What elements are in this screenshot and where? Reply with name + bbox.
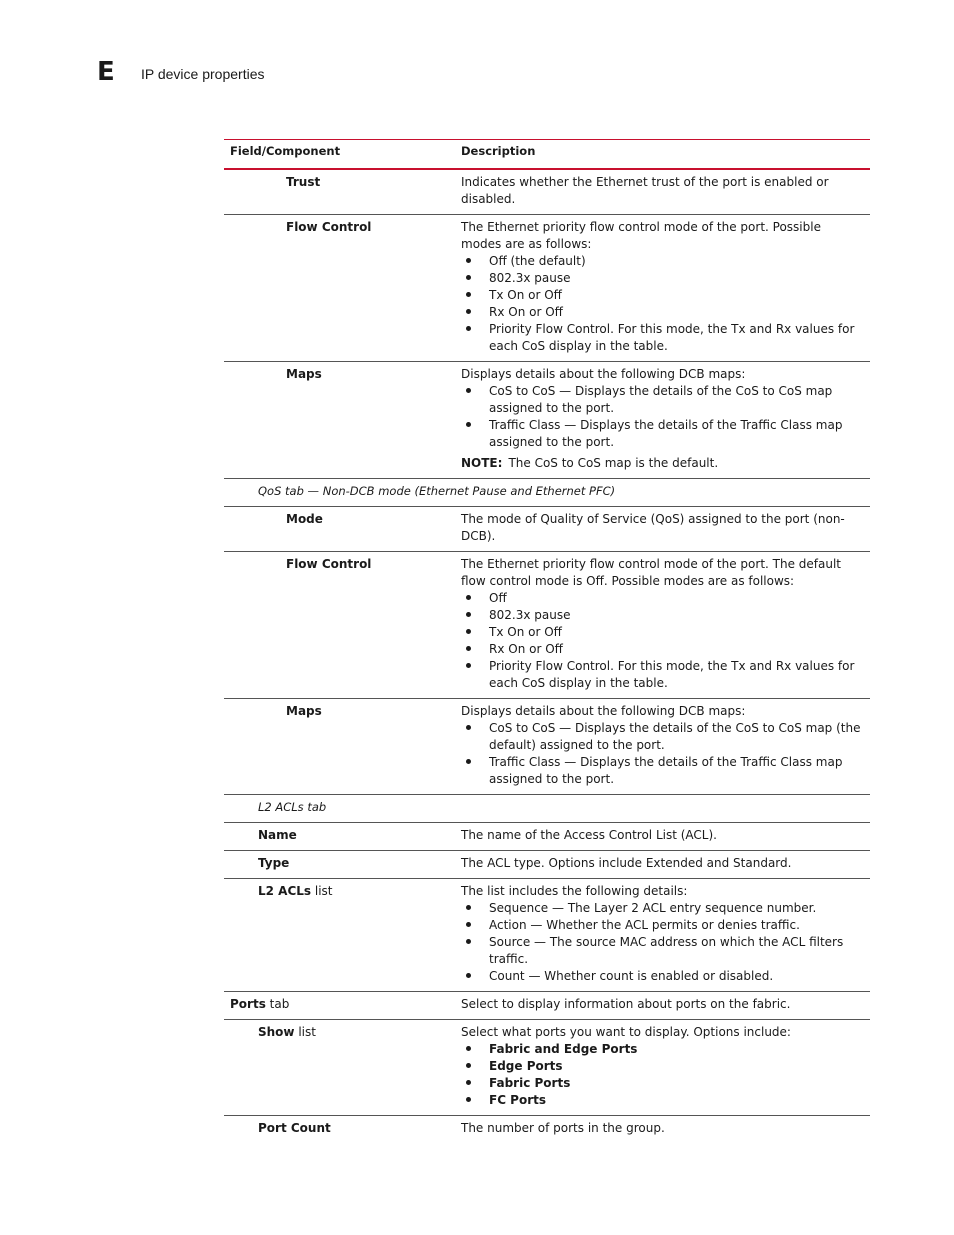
field-flow-control: Flow Control [286,220,372,234]
note-text: The CoS to CoS map is the default. [508,456,719,470]
list-item: CoS to CoS — Displays the details of the CoS to CoS map (the default) assigned to the port. [461,720,864,754]
table-row-trust [224,170,870,215]
list-item: Fabric Ports [461,1075,864,1092]
column-header-field: Field/Component [230,144,341,158]
bullet-list [461,720,864,788]
table-row-l2-section [224,795,870,823]
field-label-bold: Ports [230,997,266,1011]
desc-ports-tab: Select to display information about ports on the fabric. [461,997,791,1011]
list-item: Rx On or Off [461,641,864,658]
table-row-type [224,851,870,879]
list-item: Count — Whether count is enabled or disabled. [461,968,864,985]
field-label-bold: Show [258,1025,295,1039]
note [461,455,864,472]
field-mode: Mode [286,512,323,526]
list-item: Source — The source MAC address on which the ACL filters traffic. [461,934,864,968]
list-item: Priority Flow Control. For this mode, the Tx and Rx values for each CoS display in the table. [461,321,864,355]
desc-mode: The mode of Quality of Service (QoS) assigned to the port (non-DCB). [461,512,845,543]
table-row-maps [224,362,870,479]
desc-port-count: The number of ports in the group. [461,1121,665,1135]
desc-trust: Indicates whether the Ethernet trust of the port is enabled or disabled. [461,175,829,206]
list-item: Traffic Class — Displays the details of the Traffic Class map assigned to the port. [461,417,864,451]
bullet-list [461,590,864,692]
field-l2-acls-list [224,883,461,985]
desc-maps [461,366,870,472]
list-item: Edge Ports [461,1058,864,1075]
list-item: 802.3x pause [461,607,864,624]
list-item: Fabric and Edge Ports [461,1041,864,1058]
field-show-list [224,1024,461,1109]
table-row-flow-control [224,552,870,699]
desc-intro: The Ethernet priority flow control mode of the port. The default flow control mode is Off. Possible modes are as follows: [461,557,842,588]
desc-show-list [461,1024,870,1109]
field-name: Name [258,828,297,842]
table-row-maps [224,699,870,795]
field-label-bold: L2 ACLs [258,884,312,898]
desc-flow-control [461,556,870,692]
desc-l2-acls-list [461,883,870,985]
desc-intro: The list includes the following details: [461,884,688,898]
list-item: Traffic Class — Displays the details of the Traffic Class map assigned to the port. [461,754,864,788]
table-row-ports-tab [224,992,870,1020]
list-item: Sequence — The Layer 2 ACL entry sequence number. [461,900,864,917]
field-maps: Maps [286,367,322,381]
field-label-suffix: list [311,884,333,898]
desc-intro: Displays details about the following DCB maps: [461,367,746,381]
table-row-port-count [224,1116,870,1143]
bullet-list [461,383,864,451]
list-item: Rx On or Off [461,304,864,321]
list-item: Priority Flow Control. For this mode, the Tx and Rx values for each CoS display in the table. [461,658,864,692]
field-port-count: Port Count [258,1121,331,1135]
list-item: Action — Whether the ACL permits or denies traffic. [461,917,864,934]
list-item: 802.3x pause [461,270,864,287]
desc-flow-control [461,219,870,355]
section-qos-tab: QoS tab — Non-DCB mode (Ethernet Pause and Ethernet PFC) [258,484,616,498]
table-row-l2-acls-list [224,879,870,992]
bullet-list [461,900,864,985]
list-item: Off (the default) [461,253,864,270]
desc-maps [461,703,870,788]
table-row-mode [224,507,870,552]
bullet-list [461,1041,864,1109]
desc-intro: Select what ports you want to display. Options include: [461,1025,791,1039]
field-flow-control: Flow Control [286,557,372,571]
section-l2-acls-tab: L2 ACLs tab [258,800,327,814]
table-row-flow-control [224,215,870,362]
desc-type: The ACL type. Options include Extended and Standard. [461,856,792,870]
field-label-suffix: list [294,1025,316,1039]
field-trust: Trust [286,175,321,189]
field-type: Type [258,856,290,870]
chapter-letter: E [97,57,115,87]
list-item: Tx On or Off [461,287,864,304]
column-header-description: Description [461,144,536,158]
properties-table [224,139,870,1143]
list-item: FC Ports [461,1092,864,1109]
list-item: Tx On or Off [461,624,864,641]
note-label: NOTE: [461,456,503,470]
table-row-name [224,823,870,851]
desc-intro: Displays details about the following DCB maps: [461,704,746,718]
desc-intro: The Ethernet priority flow control mode of the port. Possible modes are as follows: [461,220,821,251]
field-ports-tab [224,996,461,1013]
desc-name: The name of the Access Control List (ACL). [461,828,717,842]
list-item: Off [461,590,864,607]
field-maps: Maps [286,704,322,718]
chapter-title: IP device properties [141,66,265,82]
list-item: CoS to CoS — Displays the details of the CoS to CoS map assigned to the port. [461,383,864,417]
table-header [224,139,870,170]
table-row-qos-section [224,479,870,507]
bullet-list [461,253,864,355]
field-label-suffix: tab [265,997,290,1011]
table-row-show-list [224,1020,870,1116]
